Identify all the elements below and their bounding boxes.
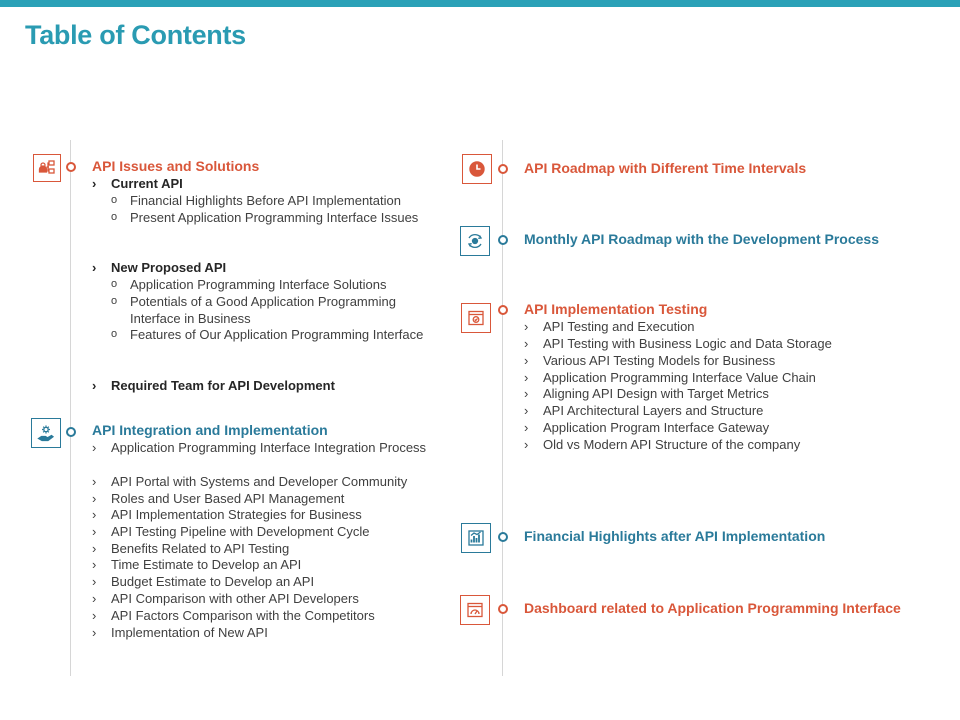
chevron-marker: › [92,591,97,606]
list-item[interactable]: › API Comparison with other API Developers [92,591,359,606]
chevron-marker: › [524,420,529,435]
chevron-marker: › [92,541,97,556]
list-item[interactable]: › Application Program Interface Gateway [524,420,770,435]
list-item[interactable]: › Benefits Related to API Testing [92,541,290,556]
chevron-marker: › [92,625,97,640]
section-title-api-roadmap[interactable]: API Roadmap with Different Time Intervals [524,160,807,176]
section-title-monthly-roadmap[interactable]: Monthly API Roadmap with the Development Process [524,231,879,247]
list-item[interactable]: o Present Application Programming Interface Issues [111,210,419,225]
list-item[interactable]: › API Testing and Execution [524,319,695,334]
circle-marker: o [111,328,118,340]
chevron-marker: › [92,507,97,522]
timeline-dot [498,604,508,614]
left-timeline [70,140,71,676]
chevron-marker: › [92,176,97,191]
right-timeline [502,140,503,676]
subsection-new-proposed-api[interactable]: › New Proposed API [92,260,227,275]
chevron-marker: › [524,353,529,368]
list-item[interactable]: › Roles and User Based API Management [92,491,345,506]
list-item[interactable]: › API Testing Pipeline with Development Cycle [92,524,370,539]
circle-marker: o [111,295,118,307]
list-item[interactable]: o Potentials of a Good Application Programming Interface in Business [111,294,396,326]
gear-cycle-icon [460,226,490,256]
list-item[interactable]: › Time Estimate to Develop an API [92,557,302,572]
list-item[interactable]: › Application Programming Interface Value Chain [524,370,816,385]
subsection-required-team[interactable]: › Required Team for API Development [92,378,335,393]
list-item[interactable]: › Implementation of New API [92,625,268,640]
list-item[interactable]: o Application Programming Interface Solutions [111,277,387,292]
circle-marker: o [111,194,118,206]
chevron-marker: › [524,319,529,334]
section-title-implementation-testing[interactable]: API Implementation Testing [524,301,708,317]
list-item[interactable]: › API Implementation Strategies for Business [92,507,362,522]
list-item[interactable]: › API Portal with Systems and Developer Community [92,474,408,489]
chevron-marker: › [92,491,97,506]
list-item[interactable]: › API Factors Comparison with the Competitors [92,608,375,623]
chevron-marker: › [524,403,529,418]
chevron-marker: › [92,557,97,572]
list-item[interactable]: › Budget Estimate to Develop an API [92,574,315,589]
chevron-marker: › [92,474,97,489]
circle-marker: o [111,278,118,290]
timeline-dot [66,162,76,172]
section-title-financial-highlights[interactable]: Financial Highlights after API Implementation [524,528,826,544]
page-title: Table of Contents [25,20,246,50]
chevron-marker: › [524,370,529,385]
list-item[interactable]: › Old vs Modern API Structure of the company [524,437,801,452]
list-item[interactable]: › Application Programming Interface Integration Process [92,440,427,455]
section-title-dashboard[interactable]: Dashboard related to Application Programming Interface [524,600,901,616]
chevron-marker: › [92,608,97,623]
chevron-marker: › [92,440,97,455]
team-network-icon [33,154,61,182]
clock-icon [462,154,492,184]
list-item[interactable]: › API Testing with Business Logic and Data Storage [524,336,832,351]
chevron-marker: › [92,574,97,589]
timeline-dot [498,164,508,174]
timeline-dot [498,532,508,542]
chevron-marker: › [524,386,529,401]
section-title-api-integration[interactable]: API Integration and Implementation [92,422,328,438]
timeline-dot [498,235,508,245]
list-item[interactable]: › Various API Testing Models for Business [524,353,776,368]
list-item[interactable]: › API Architectural Layers and Structure [524,403,764,418]
circle-marker: o [111,211,118,223]
dashboard-icon [460,595,490,625]
top-accent-bar [0,0,960,7]
chevron-marker: › [524,336,529,351]
browser-test-icon [461,303,491,333]
financial-chart-icon [461,523,491,553]
chevron-marker: › [524,437,529,452]
timeline-dot [498,305,508,315]
chevron-marker: › [92,524,97,539]
chevron-marker: › [92,378,97,393]
list-item[interactable]: o Financial Highlights Before API Implementation [111,193,401,208]
section-title-api-issues[interactable]: API Issues and Solutions [92,158,260,174]
subsection-current-api[interactable]: › Current API [92,176,183,191]
list-item[interactable]: o Features of Our Application Programming Interface [111,327,424,342]
gear-hand-icon [31,418,61,448]
chevron-marker: › [92,260,97,275]
timeline-dot [66,427,76,437]
list-item[interactable]: › Aligning API Design with Target Metrics [524,386,769,401]
